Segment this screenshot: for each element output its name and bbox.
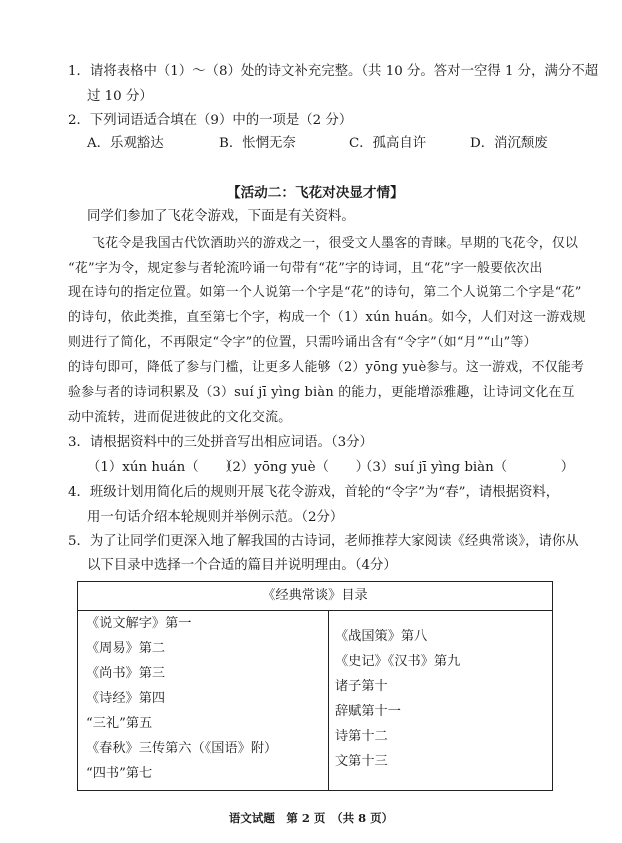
option-c: C．孤高自许 bbox=[349, 136, 427, 151]
option-b: B．怅惘无奈 bbox=[219, 136, 296, 151]
toc-item: 《史记》《汉书》第九 bbox=[335, 654, 461, 669]
material-line: “花”字为令，规定参与者轮流吟诵一句带有“花”字的诗词，且“花”字一般要依次出 bbox=[68, 261, 543, 276]
option-d: D．消沉颓废 bbox=[470, 136, 548, 151]
toc-item: 《诗经》第四 bbox=[86, 691, 166, 706]
material-line: 动中流转，进而促进彼此的文化交流。 bbox=[68, 410, 292, 425]
material-line: 飞花令是我国古代饮酒助兴的游戏之一，很受文人墨客的青睐。早期的飞花令，仅以 bbox=[92, 236, 579, 251]
question-4-line-2: 用一句话介绍本轮规则并举例示范。（2分） bbox=[87, 510, 344, 525]
toc-item: 文第十三 bbox=[335, 754, 388, 769]
question-1-line-1: 1．请将表格中（1）～（8）处的诗文补充完整。（共 10 分。答对一空得 1 分，满分不超 bbox=[68, 64, 599, 79]
pinyin-answer-1: （1）xún huán（ ） bbox=[87, 460, 239, 475]
option-a: A．乐观豁达 bbox=[87, 136, 164, 151]
table-of-contents bbox=[77, 581, 553, 791]
page-footer: 语文试题 第 2 页 （共 8 页） bbox=[228, 811, 394, 825]
toc-item: 《尚书》第三 bbox=[86, 666, 166, 681]
material-line: 验参与者的诗词积累及（3）suí jī yìng biàn 的能力，更能增添雅趣，让诗词文化在互 bbox=[68, 385, 575, 400]
material-line: 的诗句即可，降低了参与门槛，让更多人能够（2）yōng yuè参与。这一游戏，不仅能考 bbox=[68, 360, 585, 375]
toc-item: 诸子第十 bbox=[335, 679, 388, 694]
toc-item: 辞赋第十一 bbox=[335, 704, 401, 719]
toc-item: “三礼”第五 bbox=[86, 716, 153, 731]
pinyin-answer-3: （3）suí jī yìng biàn（ ） bbox=[359, 460, 575, 475]
toc-item: 《说文解字》第一 bbox=[86, 616, 192, 631]
toc-left-column bbox=[78, 611, 329, 791]
toc-title: 《经典常谈》目录 bbox=[78, 582, 553, 611]
question-1-line-2: 过 10 分） bbox=[87, 89, 153, 104]
question-2-options bbox=[87, 135, 557, 153]
question-3: 3．请根据资料中的三处拼音写出相应词语。（3分） bbox=[68, 435, 373, 450]
question-2: 2．下列词语适合填在（9）中的一项是（2 分） bbox=[68, 113, 353, 128]
toc-item: 《战国策》第八 bbox=[335, 629, 428, 644]
toc-item: 《春秋》三传第六（《国语》附） bbox=[86, 741, 278, 756]
material-line: 的诗句，依此类推，直至第七个字，构成一个（1）xún huán。如今，人们对这一游戏规 bbox=[68, 310, 586, 325]
pinyin-answer-2: （2）yōng yuè（ ） bbox=[219, 460, 370, 475]
material-line: 现在诗句的指定位置。如第一个人说第一个字是“花”的诗句，第二个人说第二个字是“花” bbox=[68, 285, 582, 300]
question-5-line-2: 以下目录中选择一个合适的篇目并说明理由。（4分） bbox=[87, 558, 397, 573]
intro-text: 同学们参加了飞花令游戏，下面是有关资料。 bbox=[87, 209, 355, 224]
toc-right-column bbox=[329, 611, 553, 791]
material-line: 则进行了简化，不再限定“令字”的位置，只需吟诵出含有“令字”（如“月”“山”等） bbox=[68, 335, 537, 350]
toc-item: “四书”第七 bbox=[86, 766, 153, 781]
question-4-line-1: 4．班级计划用简化后的规则开展飞花令游戏，首轮的“令字”为“春”，请根据资料， bbox=[68, 485, 560, 500]
toc-item: 诗第十二 bbox=[335, 729, 388, 744]
question-5-line-1: 5．为了让同学们更深入地了解我国的古诗词，老师推荐大家阅读《经典常谈》，请你从 bbox=[68, 534, 579, 549]
activity-title: 【活动二：飞花对决显才情】 bbox=[227, 185, 404, 201]
toc-item: 《周易》第二 bbox=[86, 641, 166, 656]
